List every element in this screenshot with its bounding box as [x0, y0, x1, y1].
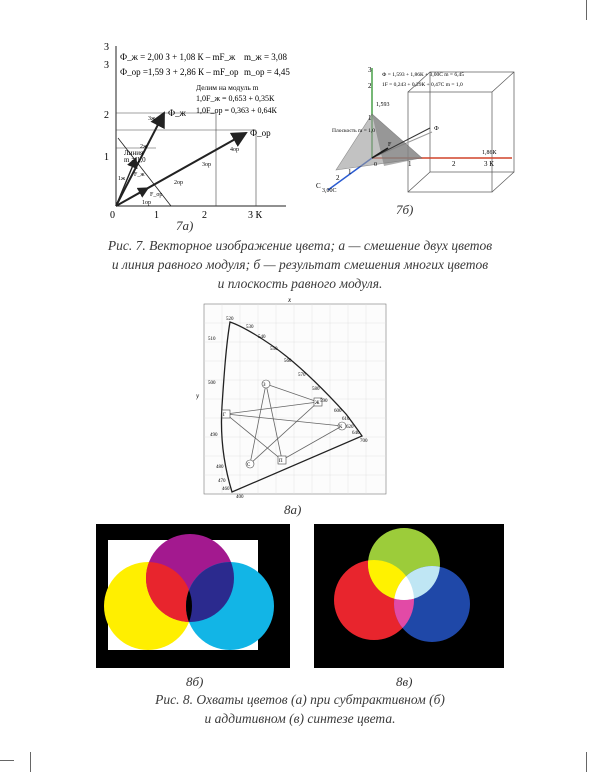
axis-label: x	[288, 296, 292, 304]
y-tick: 3	[104, 60, 109, 71]
figure-8a-chromaticity	[196, 296, 396, 502]
wavelength-label: 470	[218, 479, 226, 484]
caption-line: и плоскость равного модуля.	[217, 276, 383, 291]
figure-7a-label: 7а)	[176, 218, 194, 233]
y-tick: 1	[104, 152, 109, 163]
wavelength-label: 510	[208, 337, 216, 342]
x-tick: 3 К	[248, 210, 263, 221]
point-label: F_ор	[150, 192, 163, 198]
line-label: Линия	[124, 149, 144, 157]
wavelength-label: 490	[210, 433, 218, 438]
equation-m: m_ор = 4,45	[244, 67, 290, 77]
caption-line: и линия равного модуля; б — результат смешения многих цветов	[111, 257, 489, 272]
point-label: 2ж	[140, 144, 148, 150]
x-tick: 2	[202, 210, 207, 221]
line-label: m = 1,0	[124, 156, 146, 164]
crop-mark	[586, 752, 587, 772]
point-label: 1ор	[142, 200, 151, 206]
point-label: 2ор	[174, 180, 183, 186]
crop-mark	[586, 0, 587, 20]
wavelength-label: 700	[360, 439, 368, 444]
wavelength-label: 610	[342, 417, 350, 422]
wavelength-label: 580	[312, 387, 320, 392]
point-label: П	[279, 459, 283, 464]
caption-line: Рис. 7. Векторное изображение цвета; а — смешение двух цветов	[107, 238, 493, 253]
plane-label: Плоскость m = 1,0	[332, 128, 376, 134]
wavelength-label: 620	[346, 425, 354, 430]
equation: 1,0F_ж = 0,653 + 0,35К	[196, 94, 275, 103]
z-value: 1,593	[376, 102, 390, 108]
y-tick: 3	[104, 42, 109, 53]
point-label: F_ж	[134, 172, 145, 178]
point-label: З	[263, 383, 266, 388]
point-label: 3ор	[202, 162, 211, 168]
wavelength-label: 520	[226, 317, 234, 322]
phi-label: Ф	[434, 126, 439, 132]
k-value: 1,86К	[482, 150, 497, 156]
wavelength-label: 590	[320, 399, 328, 404]
point-label: Ж	[315, 401, 320, 406]
axis-c-tick: 2	[336, 174, 340, 182]
origin-label: 0	[374, 162, 377, 168]
caption-line: Рис. 8. Охваты цветов (а) при субтрактивном (б)	[155, 692, 445, 707]
equation: 1F = 0,243 + 0,29К + 0,47С m = 1,0	[382, 82, 463, 88]
axis-c-tick: 1	[348, 168, 352, 176]
figure-7a	[96, 38, 296, 238]
axis-z-tick: 2	[368, 82, 372, 90]
wavelength-label: 640	[352, 431, 360, 436]
wavelength-label: 560	[284, 359, 292, 364]
wavelength-label: 480	[216, 465, 224, 470]
x-tick: 1	[154, 210, 159, 221]
f-label: F	[388, 142, 392, 148]
wavelength-label: 600	[334, 409, 342, 414]
wavelength-label: 400	[236, 495, 244, 500]
equation: Ф_ж = 2,00 З + 1,08 К – mF_ж	[120, 52, 236, 62]
figure-7-caption	[60, 236, 540, 293]
x-tick: 0	[110, 210, 115, 221]
axis-k-tick: 2	[452, 160, 456, 168]
wavelength-label: 500	[208, 381, 216, 386]
c-value: 3,00С	[322, 188, 337, 194]
axis-k-tick: 1	[408, 160, 412, 168]
axis-c-tick: С	[316, 182, 321, 190]
figure-7b-label: 7б)	[396, 202, 414, 217]
figure-8-caption	[60, 690, 540, 728]
equation: Ф = 1,593 + 1,86К + 3,00С m = 6,45	[382, 72, 464, 78]
point-label: Г	[223, 413, 226, 418]
point-label: С	[247, 463, 251, 468]
y-tick: 2	[104, 110, 109, 121]
vector-label: Ф_ор	[250, 128, 271, 138]
figure-8c-label: 8в)	[396, 674, 413, 689]
axis-z-tick: 1	[368, 114, 372, 122]
point-label: 1ж	[118, 176, 126, 182]
point-label: К	[339, 425, 343, 430]
axis-z-tick: 3	[368, 66, 372, 74]
crop-mark	[0, 760, 14, 761]
figure-8c-additive	[314, 524, 504, 668]
wavelength-label: 460	[222, 487, 230, 492]
figure-8b-label: 8б)	[186, 674, 204, 689]
figure-8a-label: 8а)	[284, 502, 302, 517]
vector-label: Ф_ж	[168, 108, 186, 118]
figure-7b	[312, 62, 522, 202]
figure-8b-subtractive	[96, 524, 290, 668]
wavelength-label: 570	[298, 373, 306, 378]
equation-m: m_ж = 3,08	[244, 52, 288, 62]
axis-k-tick: 3 К	[484, 160, 494, 168]
equation: 1,0F_ор = 0,363 + 0,64К	[196, 106, 277, 115]
axis-label: y	[196, 392, 200, 400]
equation: Ф_ор =1,59 З + 2,86 К – mF_ор	[120, 67, 239, 77]
crop-mark	[30, 752, 31, 772]
point-label: 3ж	[148, 116, 156, 122]
wavelength-label: 530	[246, 325, 254, 330]
equation-note: Делим на модуль m	[196, 83, 259, 92]
point-label: 4ор	[230, 147, 239, 153]
wavelength-label: 550	[270, 347, 278, 352]
wavelength-label: 540	[258, 335, 266, 340]
caption-line: и аддитивном (в) синтезе цвета.	[204, 711, 396, 726]
